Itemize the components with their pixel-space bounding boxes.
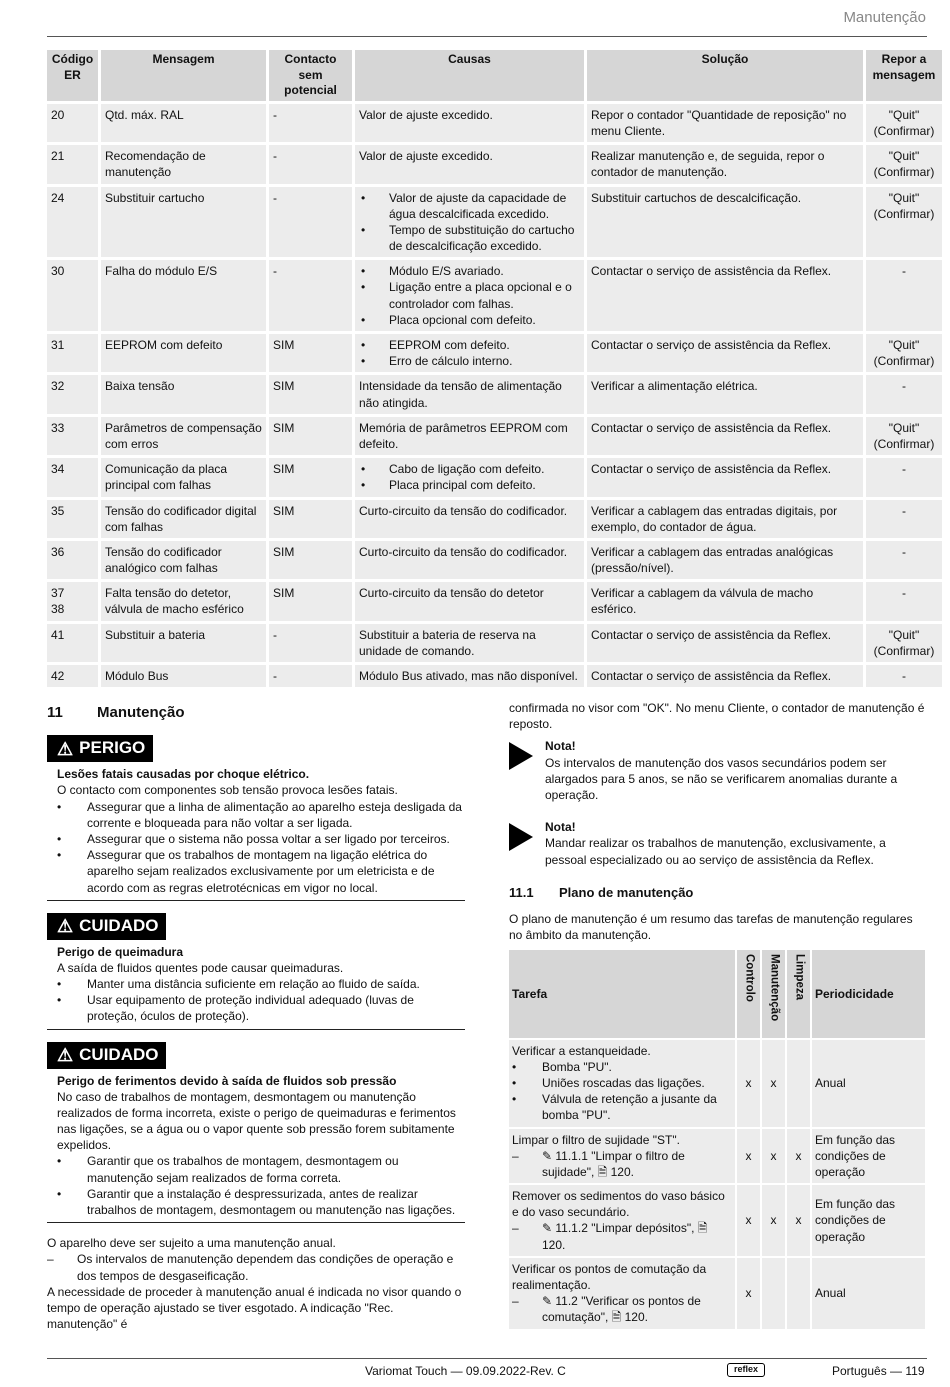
cause-text: Curto-circuito da tensão do codificador.: [359, 544, 568, 559]
plan-task-text: Limpar o filtro de sujidade "ST".: [512, 1132, 680, 1147]
error-reset: "Quit" (Confirmar): [866, 624, 942, 662]
error-message: Tensão do codificador digital com falhas: [101, 500, 266, 538]
error-row: [47, 260, 942, 331]
cause-text: Curto-circuito da tensão do detetor: [359, 586, 544, 601]
error-reset: -: [866, 665, 942, 687]
cause-item: • Placa opcional com defeito.: [359, 312, 580, 328]
plan-header-period: Periodicidade: [812, 950, 925, 1038]
error-row: [47, 417, 942, 455]
danger-badge: ⚠ PERIGO: [47, 735, 153, 762]
plan-task: [509, 1185, 735, 1256]
footer-page: Português — 119: [832, 1364, 925, 1378]
cause-text: Valor de ajuste excedido.: [359, 107, 493, 122]
causes-list: [359, 337, 580, 369]
error-solution: Verificar a cablagem das entradas analógicas (pressão/nível).: [587, 541, 863, 579]
error-reset: -: [866, 500, 942, 538]
error-contact: SIM: [269, 500, 352, 538]
plan-ref-list: [512, 1148, 732, 1180]
error-header-cell: Código ER: [47, 50, 98, 101]
error-causes: [355, 541, 584, 579]
cause-item: • Ligação entre a placa opcional e o controlador com falhas.: [359, 279, 580, 311]
error-causes: [355, 458, 584, 496]
error-causes: [355, 260, 584, 331]
error-message: Falta tensão do detetor, válvula de macho esférico: [101, 582, 266, 620]
plan-cross-reference[interactable]: – ✎ 11.2 "Verificar os pontos de comutação", 🗎 120.: [512, 1293, 732, 1325]
cause-text: Substituir a bateria de reserva na unidade de comando.: [359, 627, 536, 658]
error-reset: -: [866, 541, 942, 579]
warning-list: [57, 799, 465, 896]
plan-period: Em função das condições de operação: [812, 1185, 925, 1256]
error-code: 30: [47, 260, 98, 331]
error-causes: [355, 187, 584, 258]
error-reset: -: [866, 582, 942, 620]
right-column: [509, 700, 927, 1331]
plan-mark-c1: x: [737, 1040, 760, 1127]
plan-header: [509, 950, 925, 1038]
error-code: 32: [47, 375, 98, 413]
left-column: [47, 703, 465, 1332]
dash-item: – Os intervalos de manutenção dependem das condições de operação e dos tempos de desgaseificação.: [47, 1251, 465, 1283]
error-code: 21: [47, 145, 98, 183]
error-code: 31: [47, 334, 98, 372]
note-arrow-icon: [509, 823, 533, 851]
error-row: [47, 375, 942, 413]
plan-task: [509, 1040, 735, 1127]
warning-title: Lesões fatais causadas por choque elétrico.: [57, 767, 310, 782]
error-contact: -: [269, 665, 352, 687]
cause-item: • Valor de ajuste da capacidade de água descalcificada excedido.: [359, 190, 580, 222]
error-contact: SIM: [269, 582, 352, 620]
error-row: [47, 458, 942, 496]
plan-cross-reference[interactable]: – ✎ 11.1.2 "Limpar depósitos", 🗎 120.: [512, 1220, 732, 1252]
body-paragraph: confirmada no visor com "OK". No menu Cliente, o contador de manutenção é reposto.: [509, 701, 925, 732]
plan-ref-list: [512, 1293, 732, 1325]
error-solution: Contactar o serviço de assistência da Reflex.: [587, 334, 863, 372]
error-causes: [355, 500, 584, 538]
error-message: Substituir cartucho: [101, 187, 266, 258]
error-header-cell: Causas: [355, 50, 584, 101]
error-row: [47, 541, 942, 579]
plan-mark-c3: [787, 1258, 810, 1329]
error-contact: -: [269, 624, 352, 662]
error-reset: -: [866, 375, 942, 413]
plan-period: Em função das condições de operação: [812, 1129, 925, 1184]
error-reset: -: [866, 458, 942, 496]
warning-title: Perigo de ferimentos devido à saída de fluidos sob pressão: [57, 1073, 397, 1088]
error-causes: [355, 104, 584, 142]
warning-list-item: • Manter uma distância suficiente em relação ao fluido de saída.: [57, 976, 465, 992]
plan-row: [509, 1185, 925, 1256]
dash-list: [47, 1251, 465, 1283]
cause-item: • Tempo de substituição do cartucho de descalcificação excedido.: [359, 222, 580, 254]
plan-row: [509, 1040, 925, 1127]
cause-item: • Erro de cálculo interno.: [359, 353, 580, 369]
warning-triangle-icon: ⚠: [57, 916, 74, 937]
error-contact: SIM: [269, 375, 352, 413]
error-row: [47, 624, 942, 662]
plan-header-cleaning: Limpeza: [787, 950, 810, 1038]
cause-text: Valor de ajuste excedido.: [359, 149, 493, 164]
plan-task: [509, 1129, 735, 1184]
warning-triangle-icon: ⚠: [57, 738, 74, 759]
error-code: 37 38: [47, 582, 98, 620]
error-solution: Contactar o serviço de assistência da Reflex.: [587, 417, 863, 455]
error-causes: [355, 582, 584, 620]
error-contact: SIM: [269, 334, 352, 372]
plan-mark-c3: x: [787, 1129, 810, 1184]
error-solution: Verificar a cablagem das entradas digitais, por exemplo, do contador de água.: [587, 500, 863, 538]
error-message: Tensão do codificador analógico com falhas: [101, 541, 266, 579]
note-title: Nota!: [545, 739, 576, 754]
plan-task-item: • Válvula de retenção a jusante da bomba "PU".: [512, 1091, 732, 1123]
plan-task-text: Verificar os pontos de comutação da realimentação.: [512, 1261, 707, 1293]
note-text: Os intervalos de manutenção dos vasos secundários podem ser alargados para 5 anos, se não se verificarem anomalias durante a operação.: [545, 755, 898, 802]
subsection-intro: O plano de manutenção é um resumo das tarefas de manutenção regulares no âmbito da manutenção.: [509, 912, 913, 943]
error-reset: "Quit" (Confirmar): [866, 334, 942, 372]
error-row: [47, 665, 942, 687]
error-causes: [355, 624, 584, 662]
error-row: [47, 500, 942, 538]
plan-header-maintenance: Manutenção: [762, 950, 785, 1038]
error-header-cell: Contacto sem potencial: [269, 50, 352, 101]
error-row: [47, 582, 942, 620]
caution-badge: ⚠ CUIDADO: [47, 913, 166, 940]
error-reset: -: [866, 260, 942, 331]
plan-mark-c2: x: [762, 1040, 785, 1127]
error-causes: [355, 145, 584, 183]
plan-mark-c2: x: [762, 1185, 785, 1256]
error-code: 20: [47, 104, 98, 142]
error-contact: SIM: [269, 417, 352, 455]
warning-list: [57, 1153, 465, 1218]
error-contact: -: [269, 260, 352, 331]
plan-period: Anual: [812, 1258, 925, 1329]
error-causes: [355, 375, 584, 413]
error-message: Módulo Bus: [101, 665, 266, 687]
plan-task-item: • Uniões roscadas das ligações.: [512, 1075, 732, 1091]
cause-item: • Cabo de ligação com defeito.: [359, 461, 580, 477]
cause-text: Módulo Bus ativado, mas não disponível.: [359, 669, 578, 684]
note-text: Mandar realizar os trabalhos de manutenção, exclusivamente, a pessoal especializado ou ao serviço de assistência da Reflex.: [545, 836, 886, 867]
plan-mark-c3: [787, 1040, 810, 1127]
note-1: [509, 738, 927, 803]
plan-header-control: Controlo: [737, 950, 760, 1038]
causes-list: [359, 263, 580, 328]
error-causes: [355, 334, 584, 372]
subsection-heading: 11.1 Plano de manutenção: [509, 884, 694, 900]
warning-list-item: • Garantir que os trabalhos de montagem, desmontagem ou manutenção sejam realizados de forma correta.: [57, 1153, 465, 1185]
error-reset: "Quit" (Confirmar): [866, 187, 942, 258]
note-2: [509, 819, 927, 868]
plan-mark-c2: [762, 1258, 785, 1329]
error-code: 42: [47, 665, 98, 687]
plan-cross-reference[interactable]: – ✎ 11.1.1 "Limpar o filtro de sujidade", 🗎 120.: [512, 1148, 732, 1180]
warning-list-item: • Assegurar que os trabalhos de montagem na ligação elétrica do aparelho sejam realizados exclusivamente por um eletricista e de acordo com as regras eletrotécnicas em vigor no local.: [57, 847, 465, 896]
warning-list: [57, 976, 465, 1025]
error-contact: SIM: [269, 541, 352, 579]
plan-row: [509, 1129, 925, 1184]
error-row: [47, 187, 942, 258]
footer-doc-info: Variomat Touch — 09.09.2022-Rev. C: [365, 1364, 566, 1378]
error-code: 41: [47, 624, 98, 662]
reflex-logo: reflex: [727, 1363, 765, 1377]
error-solution: Repor o contador "Quantidade de reposição" no menu Cliente.: [587, 104, 863, 142]
error-message: Baixa tensão: [101, 375, 266, 413]
error-solution: Contactar o serviço de assistência da Reflex.: [587, 260, 863, 331]
plan-task-list: [512, 1059, 732, 1124]
plan-body: [509, 1040, 925, 1329]
note-title: Nota!: [545, 820, 576, 835]
plan-task-text: Remover os sedimentos do vaso básico e do vaso secundário.: [512, 1189, 725, 1220]
error-table: [44, 47, 945, 690]
plan-header-task: Tarefa: [509, 950, 735, 1038]
body-paragraph: A necessidade de proceder à manutenção anual é indicada no visor quando o tempo de operação ajustado se tiver esgotado. A indicação "Rec. manutenção" é: [47, 1284, 462, 1332]
error-header-cell: Mensagem: [101, 50, 266, 101]
error-code: 34: [47, 458, 98, 496]
cause-item: • Módulo E/S avariado.: [359, 263, 580, 279]
error-message: Comunicação da placa principal com falhas: [101, 458, 266, 496]
running-header: Manutenção: [843, 9, 926, 26]
warning-list-item: • Assegurar que a linha de alimentação ao aparelho esteja desligada da corrente e bloqueada para não voltar a ser ligada.: [57, 799, 465, 831]
causes-list: [359, 461, 580, 493]
error-solution: Realizar manutenção e, de seguida, repor o contador de manutenção.: [587, 145, 863, 183]
caution-warning-pressure: [47, 1042, 465, 1224]
error-reset: "Quit" (Confirmar): [866, 104, 942, 142]
header-rule: [47, 36, 927, 37]
plan-mark-c1: x: [737, 1185, 760, 1256]
plan-task-text: Verificar a estanqueidade.: [512, 1043, 651, 1058]
error-contact: SIM: [269, 458, 352, 496]
plan-ref-list: [512, 1220, 732, 1252]
error-solution: Substituir cartuchos de descalcificação.: [587, 187, 863, 258]
danger-warning: [47, 735, 465, 900]
error-code: 33: [47, 417, 98, 455]
warning-triangle-icon: ⚠: [57, 1045, 74, 1066]
cause-item: • Placa principal com defeito.: [359, 477, 580, 493]
section-heading: 11 Manutenção: [47, 704, 185, 721]
error-message: Substituir a bateria: [101, 624, 266, 662]
warning-title: Perigo de queimadura: [57, 944, 184, 959]
footer-rule: [47, 1358, 927, 1359]
error-message: Qtd. máx. RAL: [101, 104, 266, 142]
warning-text: No caso de trabalhos de montagem, desmontagem ou manutenção realizados de forma incorreta, existe o perigo de queimaduras e ferimentos nas ligações, se a água ou o vapor quente sob pressão forem subitamente expelidos.: [57, 1089, 456, 1153]
plan-task-item: • Bomba "PU".: [512, 1059, 732, 1075]
error-solution: Verificar a alimentação elétrica.: [587, 375, 863, 413]
plan-period: Anual: [812, 1040, 925, 1127]
caution-warning-burn: [47, 913, 465, 1030]
error-reset: "Quit" (Confirmar): [866, 417, 942, 455]
plan-task: [509, 1258, 735, 1329]
plan-mark-c1: x: [737, 1258, 760, 1329]
cause-text: Intensidade da tensão de alimentação não atingida.: [359, 379, 562, 410]
plan-row: [509, 1258, 925, 1329]
error-row: [47, 104, 942, 142]
error-solution: Contactar o serviço de assistência da Reflex.: [587, 665, 863, 687]
error-code: 35: [47, 500, 98, 538]
error-solution: Verificar a cablagem da válvula de macho esférico.: [587, 582, 863, 620]
warning-text: O contacto com componentes sob tensão provoca lesões fatais.: [57, 783, 398, 798]
error-solution: Contactar o serviço de assistência da Reflex.: [587, 624, 863, 662]
error-contact: -: [269, 187, 352, 258]
error-header-cell: Solução: [587, 50, 863, 101]
cause-item: • EEPROM com defeito.: [359, 337, 580, 353]
cause-text: Memória de parâmetros EEPROM com defeito.: [359, 420, 568, 451]
body-paragraph: O aparelho deve ser sujeito a uma manutenção anual.: [47, 1236, 336, 1251]
error-code: 36: [47, 541, 98, 579]
error-header-cell: Repor a mensagem: [866, 50, 942, 101]
plan-mark-c2: x: [762, 1129, 785, 1184]
error-contact: -: [269, 104, 352, 142]
error-solution: Contactar o serviço de assistência da Reflex.: [587, 458, 863, 496]
plan-mark-c1: x: [737, 1129, 760, 1184]
error-table-header: [47, 50, 942, 101]
warning-text: A saída de fluidos quentes pode causar queimaduras.: [57, 960, 344, 975]
causes-list: [359, 190, 580, 255]
warning-list-item: • Garantir que a instalação é despressurizada, antes de realizar trabalhos de montagem, desmontagem ou manutenção nas ligações.: [57, 1186, 465, 1218]
error-table-body: [47, 104, 942, 687]
error-row: [47, 145, 942, 183]
error-reset: "Quit" (Confirmar): [866, 145, 942, 183]
error-message: Falha do módulo E/S: [101, 260, 266, 331]
error-causes: [355, 665, 584, 687]
error-code: 24: [47, 187, 98, 258]
maintenance-plan-table: [507, 948, 927, 1331]
warning-list-item: • Usar equipamento de proteção individual adequado (luvas de proteção, óculos de proteção).: [57, 992, 465, 1024]
caution-badge: ⚠ CUIDADO: [47, 1042, 166, 1069]
plan-mark-c3: x: [787, 1185, 810, 1256]
error-message: Recomendação de manutenção: [101, 145, 266, 183]
error-contact: -: [269, 145, 352, 183]
error-causes: [355, 417, 584, 455]
error-row: [47, 334, 942, 372]
cause-text: Curto-circuito da tensão do codificador.: [359, 503, 568, 518]
error-message: EEPROM com defeito: [101, 334, 266, 372]
error-message: Parâmetros de compensação com erros: [101, 417, 266, 455]
note-arrow-icon: [509, 742, 533, 770]
warning-list-item: • Assegurar que o sistema não possa voltar a ser ligado por terceiros.: [57, 831, 465, 847]
